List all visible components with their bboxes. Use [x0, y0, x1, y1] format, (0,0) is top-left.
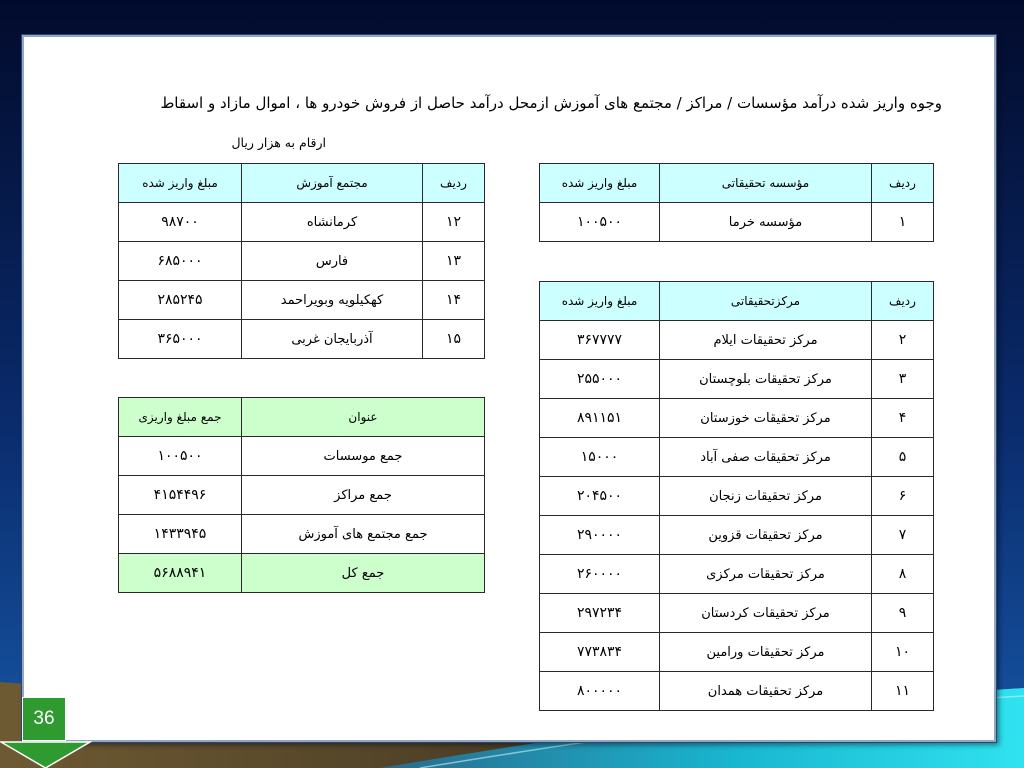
center-name-cell: مرکز تحقیقات قزوین: [660, 516, 872, 555]
row-number-cell: ۷: [872, 516, 934, 555]
header-complex-name: مجتمع آموزش: [242, 164, 423, 203]
center-name-cell: مرکز تحقیقات زنجان: [660, 477, 872, 516]
row-number-cell: ۸: [872, 555, 934, 594]
table-row: [540, 672, 934, 711]
complex-name-cell: فارس: [242, 242, 423, 281]
center-name-cell: مرکز تحقیقات خوزستان: [660, 399, 872, 438]
header-title: عنوان: [242, 398, 485, 437]
table-row: [119, 476, 485, 515]
grand-total-amount-cell: ۵۶۸۸۹۴۱: [119, 554, 242, 593]
table-row: [540, 477, 934, 516]
row-number-cell: ۲: [872, 321, 934, 360]
header-institute-name: مؤسسه تحقیقاتی: [660, 164, 872, 203]
header-row-number: ردیف: [423, 164, 485, 203]
center-name-cell: مرکز تحقیقات ورامین: [660, 633, 872, 672]
table-header-row: [119, 164, 485, 203]
center-name-cell: مرکز تحقیقات بلوچستان: [660, 360, 872, 399]
table-row: [540, 633, 934, 672]
table-row: [119, 203, 485, 242]
amount-cell: ۱۰۰۵۰۰: [540, 203, 660, 242]
table-row: [540, 594, 934, 633]
row-number-cell: ۱۲: [423, 203, 485, 242]
amount-cell: ۲۹۰۰۰۰: [540, 516, 660, 555]
table-row: [540, 555, 934, 594]
row-number-cell: ۱۴: [423, 281, 485, 320]
total-label-cell: جمع مجتمع های آموزش: [242, 515, 485, 554]
amount-cell: ۸۹۱۱۵۱: [540, 399, 660, 438]
row-number-cell: ۶: [872, 477, 934, 516]
table-row: [119, 242, 485, 281]
unit-note: ارقام به هزار ریال: [231, 135, 326, 150]
header-deposited-amount: مبلغ واریز شده: [540, 164, 660, 203]
amount-cell: ۴۱۵۴۴۹۶: [119, 476, 242, 515]
row-number-cell: ۱۰: [872, 633, 934, 672]
center-name-cell: مرکز تحقیقات کردستان: [660, 594, 872, 633]
amount-cell: ۲۹۷۲۳۴: [540, 594, 660, 633]
research-centers-table: [539, 281, 934, 711]
table-row: [119, 281, 485, 320]
center-name-cell: مرکز تحقیقات مرکزی: [660, 555, 872, 594]
row-number-cell: ۹: [872, 594, 934, 633]
slide-title: وجوه واریز شده درآمد مؤسسات / مراکز / مجتمع های آموزش ازمحل درآمد حاصل از فروش خودرو ها ، اموال مازاد و اسقاط: [160, 94, 942, 112]
header-row-number: ردیف: [872, 282, 934, 321]
totals-table: [118, 397, 485, 593]
research-institutes-table: [539, 163, 934, 242]
grand-total-row: [119, 554, 485, 593]
amount-cell: ۱۵۰۰۰: [540, 438, 660, 477]
table-row: [540, 203, 934, 242]
center-name-cell: مرکز تحقیقات ایلام: [660, 321, 872, 360]
table-row: [540, 399, 934, 438]
header-center-name: مرکزتحقیقاتی: [660, 282, 872, 321]
institute-name-cell: مؤسسه خرما: [660, 203, 872, 242]
row-number-cell: ۳: [872, 360, 934, 399]
row-number-cell: ۱۱: [872, 672, 934, 711]
amount-cell: ۱۴۳۳۹۴۵: [119, 515, 242, 554]
table-header-row: [119, 398, 485, 437]
total-label-cell: جمع مراکز: [242, 476, 485, 515]
table-row: [540, 360, 934, 399]
amount-cell: ۱۰۰۵۰۰: [119, 437, 242, 476]
amount-cell: ۹۸۷۰۰: [119, 203, 242, 242]
table-header-row: [540, 282, 934, 321]
amount-cell: ۳۶۷۷۷۷: [540, 321, 660, 360]
table-row: [540, 321, 934, 360]
header-total-amount: جمع مبلغ واریزی: [119, 398, 242, 437]
training-complexes-table: [118, 163, 485, 359]
table-row: [119, 515, 485, 554]
total-label-cell: جمع کل: [242, 554, 485, 593]
header-row-number: ردیف: [872, 164, 934, 203]
table-row: [540, 438, 934, 477]
total-label-cell: جمع موسسات: [242, 437, 485, 476]
row-number-cell: ۱۳: [423, 242, 485, 281]
row-number-cell: ۴: [872, 399, 934, 438]
down-arrow-shape: [1, 742, 90, 768]
slide-number-badge: [22, 697, 66, 741]
center-name-cell: مرکز تحقیقات همدان: [660, 672, 872, 711]
complex-name-cell: کهکیلویه وبویراحمد: [242, 281, 423, 320]
table-row: [119, 437, 485, 476]
row-number-cell: ۱: [872, 203, 934, 242]
amount-cell: ۸۰۰۰۰۰: [540, 672, 660, 711]
amount-cell: ۷۷۳۸۳۴: [540, 633, 660, 672]
table-row: [119, 320, 485, 359]
amount-cell: ۳۶۵۰۰۰: [119, 320, 242, 359]
center-name-cell: مرکز تحقیقات صفی آباد: [660, 438, 872, 477]
amount-cell: ۲۶۰۰۰۰: [540, 555, 660, 594]
amount-cell: ۲۰۴۵۰۰: [540, 477, 660, 516]
complex-name-cell: کرمانشاه: [242, 203, 423, 242]
header-deposited-amount: مبلغ واریز شده: [119, 164, 242, 203]
slide-number: 36: [33, 708, 55, 729]
row-number-cell: ۵: [872, 438, 934, 477]
table-header-row: [540, 164, 934, 203]
amount-cell: ۲۸۵۲۴۵: [119, 281, 242, 320]
header-deposited-amount: مبلغ واریز شده: [540, 282, 660, 321]
complex-name-cell: آذربایجان غربی: [242, 320, 423, 359]
row-number-cell: ۱۵: [423, 320, 485, 359]
amount-cell: ۲۵۵۰۰۰: [540, 360, 660, 399]
amount-cell: ۶۸۵۰۰۰: [119, 242, 242, 281]
down-arrow-icon[interactable]: [0, 741, 92, 768]
table-row: [540, 516, 934, 555]
